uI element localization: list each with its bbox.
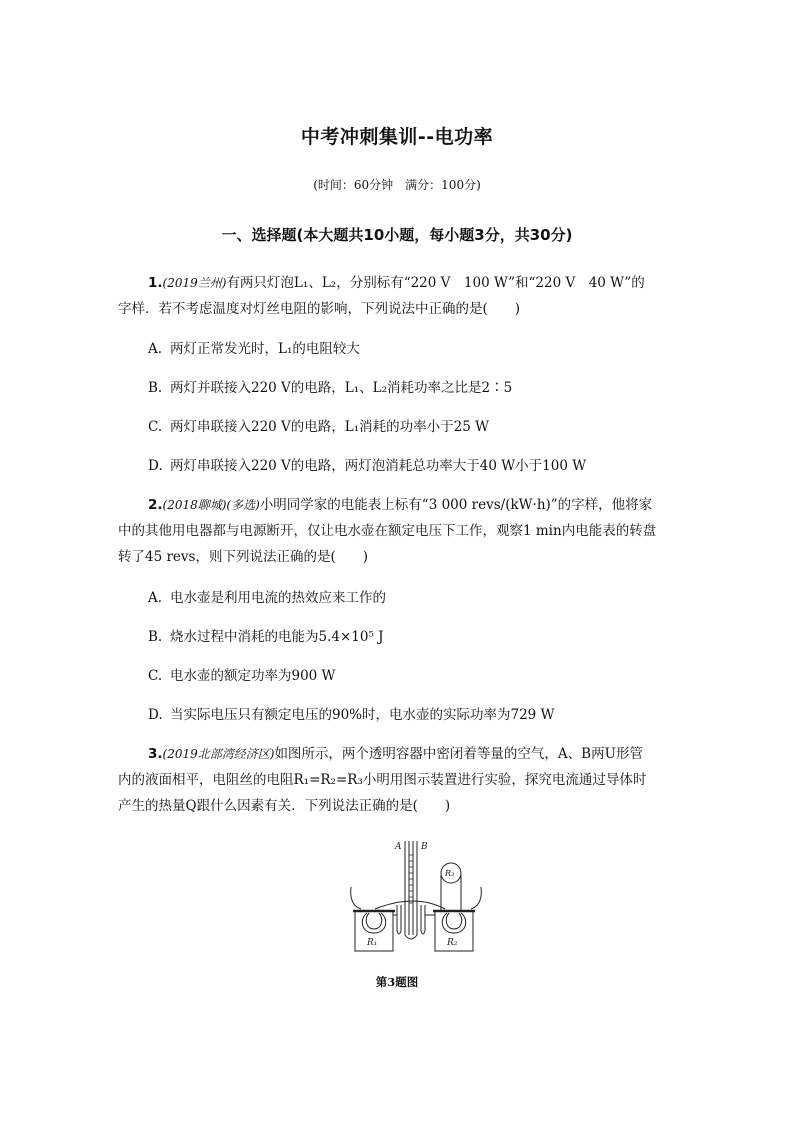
label-r1: R₁ [367, 938, 378, 948]
question-text-line: 转了45 revs，则下列说法正确的是( ) [118, 549, 369, 565]
label-b: B [421, 842, 428, 852]
option-letter: A. [148, 341, 163, 357]
wire [375, 901, 445, 909]
question-text-line: 如图所示，两个透明容器中密闭着等量的空气，A、B两U形管 [274, 746, 643, 762]
question-source: (2019兰州) [162, 276, 227, 290]
question-2 [118, 492, 678, 570]
option-d [148, 453, 586, 479]
u-tube-a [397, 931, 401, 934]
question-source: (2018聊城)(多选) [162, 498, 260, 512]
option-d [148, 702, 554, 728]
option-b [148, 624, 384, 650]
u-tube-tube [413, 841, 417, 935]
option-text: 两灯串联接入220 V的电路，两灯泡消耗总功率大于40 W小于100 W [170, 458, 587, 474]
question-number: 2. [148, 497, 163, 513]
option-text: 烧水过程中消耗的电能为5.4×10⁵ J [170, 629, 384, 645]
page-title: 中考冲刺集训--电功率 [300, 126, 494, 148]
option-letter: C. [148, 668, 163, 684]
question-text-line: 产生的热量Q跟什么因素有关．下列说法正确的是( ) [118, 798, 451, 814]
option-a [148, 336, 360, 362]
label-r2: R₂ [447, 938, 458, 948]
option-c [148, 663, 335, 689]
resistor-coil-r2 [442, 913, 465, 933]
wire [471, 887, 481, 909]
option-letter: B. [148, 380, 163, 396]
u-tube-bottom [405, 935, 417, 939]
option-letter: D. [148, 707, 163, 723]
question-text-line: 字样．若不考虑温度对灯丝电阻的影响，下列说法中正确的是( ) [118, 301, 521, 317]
resistor-coil-r2 [446, 913, 461, 929]
question-text-line: 内的液面相平，电阻丝的电阻R₁=R₂=R₃小明用图示装置进行实验，探究电流通过导体时 [118, 772, 647, 788]
section-heading: 一、选择题(本大题共10小题，每小题3分，共30分) [221, 226, 573, 244]
option-text: 电水壶是利用电流的热效应来工作的 [170, 590, 386, 606]
option-text: 电水壶的额定功率为900 W [170, 668, 336, 684]
option-text: 两灯正常发光时，L₁的电阻较大 [170, 341, 360, 357]
option-letter: A. [148, 590, 163, 606]
u-tube-b [421, 905, 425, 931]
option-text: 两灯并联接入220 V的电路，L₁、L₂消耗功率之比是2∶5 [170, 380, 513, 396]
resistor-coil-r1 [366, 913, 381, 929]
u-tube-a [397, 905, 401, 931]
label-r3: R₃ [445, 869, 455, 878]
question-text-line: 小明同学家的电能表上标有“3 000 revs/(kW·h)”的字样，他将家 [259, 497, 653, 513]
question-text-line: 中的其他用电器都与电源断开，仅让电水壶在额定电压下工作，观察1 min内电能表的转盘 [118, 523, 657, 539]
question-3 [118, 741, 678, 819]
u-tube-b [421, 931, 425, 934]
u-tube-tube [405, 841, 409, 935]
experiment-figure [345, 835, 485, 960]
resistor-coil-r1 [362, 913, 385, 933]
option-letter: C. [148, 419, 163, 435]
option-text: 当实际电压只有额定电压的90%时，电水壶的实际功率为729 W [170, 707, 555, 723]
exam-info: (时间：60分钟 满分：100分) [313, 178, 481, 192]
figure-caption: 第3题图 [375, 975, 419, 989]
option-letter: B. [148, 629, 163, 645]
option-text: 两灯串联接入220 V的电路，L₁消耗的功率小于25 W [170, 419, 490, 435]
option-c [148, 414, 489, 440]
option-a [148, 585, 386, 611]
question-number: 1. [148, 275, 163, 291]
question-1 [118, 270, 678, 322]
question-number: 3. [148, 746, 163, 762]
label-a: A [395, 842, 402, 852]
question-source: (2019北部湾经济区) [162, 747, 275, 761]
wire [351, 887, 361, 909]
option-letter: D. [148, 458, 163, 474]
question-text-line: 有两只灯泡L₁、L₂，分别标有“220 V 100 W”和“220 V 40 W”的 [226, 275, 645, 291]
scale-ticks [409, 855, 413, 903]
option-b [148, 375, 512, 401]
